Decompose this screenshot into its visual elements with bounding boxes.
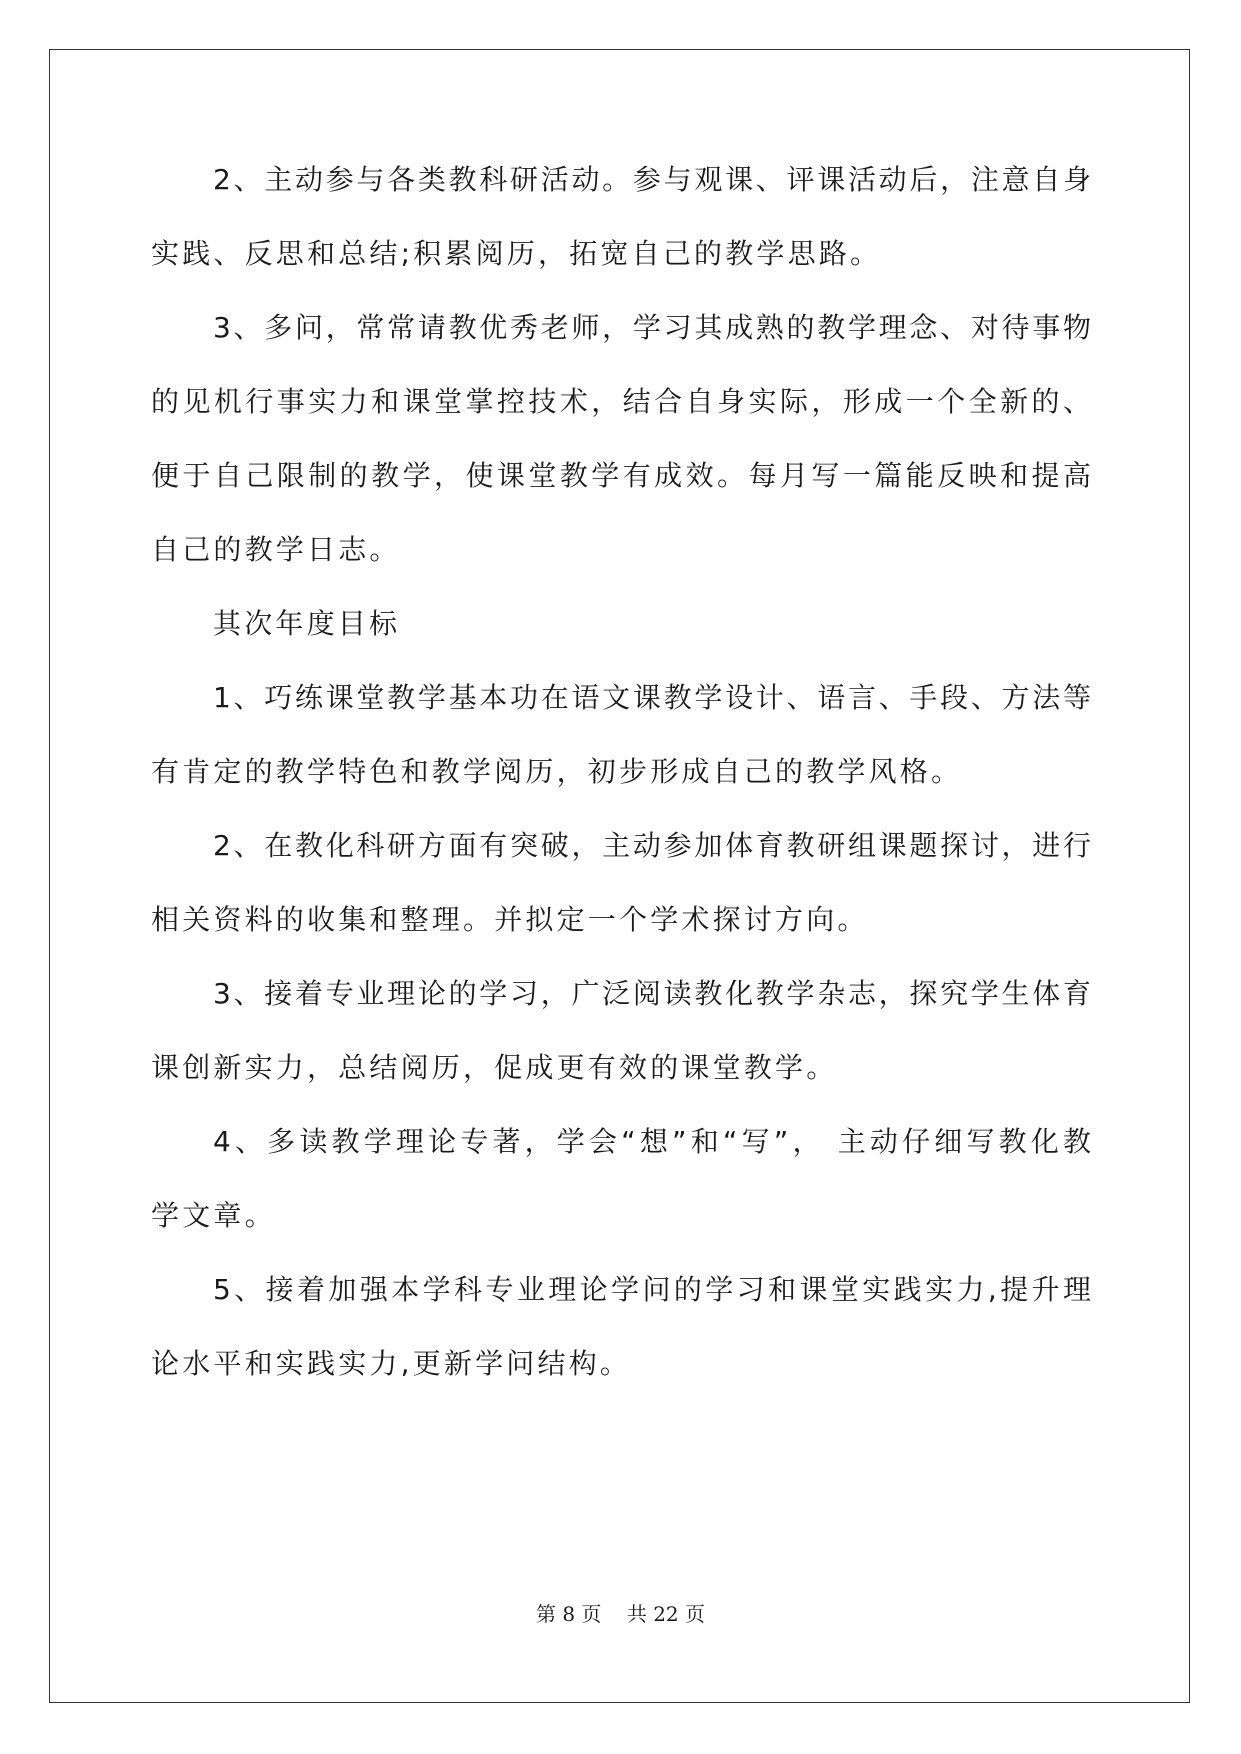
paragraph-line: 便于自己限制的教学，使课堂教学有成效。每月写一篇能反映和提高 bbox=[151, 459, 1091, 492]
paragraph-line: 2、主动参与各类教科研活动。参与观课、评课活动后，注意自身 bbox=[213, 163, 1091, 196]
paragraph-line: 3、多问，常常请教优秀老师，学习其成熟的教学理念、对待事物 bbox=[213, 311, 1091, 344]
paragraph-line: 相关资料的收集和整理。并拟定一个学术探讨方向。 bbox=[151, 903, 869, 936]
paragraph-line: 1、巧练课堂教学基本功在语文课教学设计、语言、手段、方法等 bbox=[213, 681, 1091, 714]
paragraph-line: 有肯定的教学特色和教学阅历，初步形成自己的教学风格。 bbox=[151, 755, 963, 788]
paragraph-line: 的见机行事实力和课堂掌控技术，结合自身实际，形成一个全新的、 bbox=[151, 385, 1091, 418]
paragraph-line: 4、多读教学理论专著，学会“想”和“写”， 主动仔细写教化教 bbox=[213, 1125, 1091, 1158]
paragraph-line: 学文章。 bbox=[151, 1199, 276, 1232]
paragraph-line: 自己的教学日志。 bbox=[151, 533, 401, 566]
paragraph-line: 2、在教化科研方面有突破，主动参加体育教研组课题探讨，进行 bbox=[213, 829, 1091, 862]
section-heading: 其次年度目标 bbox=[213, 607, 401, 640]
paragraph-line: 论水平和实践实力,更新学问结构。 bbox=[151, 1347, 632, 1380]
paragraph-line: 3、接着专业理论的学习，广泛阅读教化教学杂志，探究学生体育 bbox=[213, 977, 1091, 1010]
paragraph-line: 实践、反思和总结;积累阅历，拓宽自己的教学思路。 bbox=[151, 237, 882, 270]
paragraph-line: 5、接着加强本学科专业理论学问的学习和课堂实践实力,提升理 bbox=[213, 1273, 1091, 1306]
paragraph-line: 课创新实力，总结阅历，促成更有效的课堂教学。 bbox=[151, 1051, 838, 1084]
page-number-footer: 第 8 页 共 22 页 bbox=[535, 1602, 706, 1626]
